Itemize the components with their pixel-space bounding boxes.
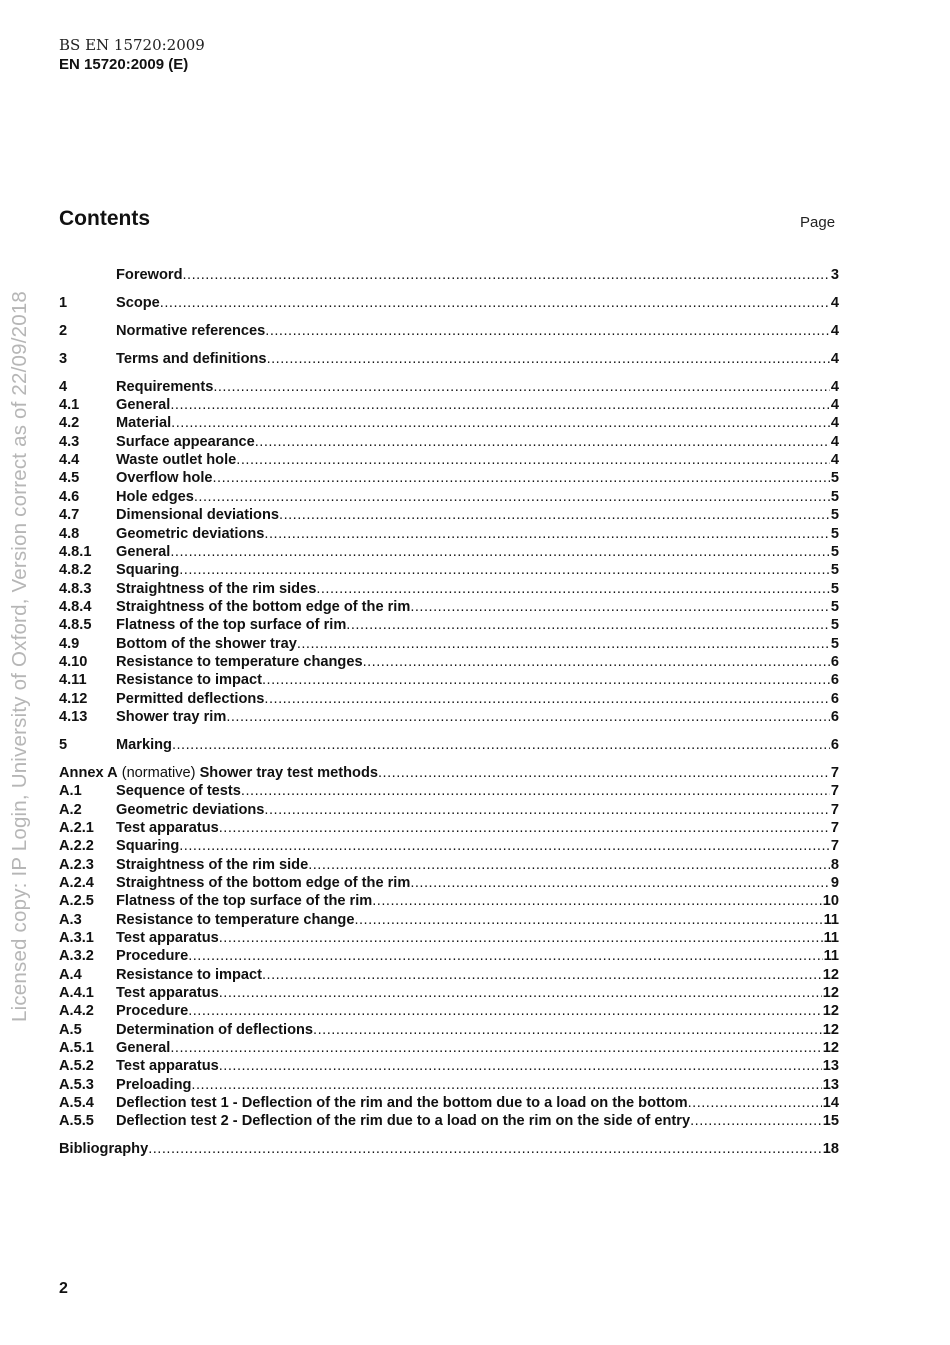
toc-title: Test apparatus bbox=[116, 984, 219, 1001]
toc-row[interactable] bbox=[59, 350, 839, 368]
toc-page: 12 bbox=[822, 1021, 839, 1038]
toc-row[interactable] bbox=[59, 616, 839, 634]
toc-title bbox=[59, 764, 378, 782]
toc-number: 4.8.4 bbox=[59, 598, 92, 615]
toc-row[interactable] bbox=[59, 1002, 839, 1020]
toc-leader bbox=[688, 1094, 822, 1112]
license-watermark: Licensed copy: IP Login, University of Oxford, Version correct as of 22/09/2018 bbox=[8, 290, 31, 1022]
toc-number: A.1 bbox=[59, 783, 82, 800]
toc-leader bbox=[171, 414, 830, 432]
toc-row[interactable] bbox=[59, 801, 839, 819]
toc-number: 4.8.2 bbox=[59, 562, 92, 579]
toc-row[interactable] bbox=[59, 451, 839, 469]
toc-row[interactable] bbox=[59, 690, 839, 708]
toc-number: A.2.1 bbox=[59, 819, 94, 836]
toc-number: A.4.1 bbox=[59, 984, 94, 1001]
toc-page: 8 bbox=[830, 856, 839, 873]
toc-title: Squaring bbox=[116, 838, 180, 855]
toc-row[interactable] bbox=[59, 984, 839, 1002]
footer-page-number: 2 bbox=[59, 1280, 68, 1297]
toc-number: A.5.4 bbox=[59, 1095, 94, 1111]
toc-page: 5 bbox=[830, 598, 839, 615]
toc-number: A.4 bbox=[59, 966, 82, 983]
toc-row[interactable] bbox=[59, 929, 839, 947]
toc-title: Normative references bbox=[116, 322, 266, 339]
toc-row[interactable] bbox=[59, 378, 839, 396]
toc-page: 11 bbox=[823, 929, 839, 946]
toc-title: Flatness of the top surface of rim bbox=[116, 617, 347, 634]
toc-title: Scope bbox=[116, 294, 160, 311]
toc-leader bbox=[262, 671, 830, 689]
toc-row[interactable] bbox=[59, 819, 839, 837]
toc-page: 18 bbox=[822, 1141, 839, 1158]
contents-title: Contents bbox=[59, 207, 150, 230]
toc-page: 5 bbox=[830, 580, 839, 597]
toc-page: 5 bbox=[830, 488, 839, 505]
toc-row[interactable] bbox=[59, 396, 839, 414]
toc-leader bbox=[188, 1002, 822, 1020]
toc-leader bbox=[267, 350, 830, 368]
toc-title: Marking bbox=[116, 736, 172, 753]
toc-row[interactable] bbox=[59, 506, 839, 524]
toc-leader bbox=[213, 378, 830, 396]
toc-row[interactable] bbox=[59, 947, 839, 965]
toc-row[interactable] bbox=[59, 782, 839, 800]
toc-row[interactable] bbox=[59, 525, 839, 543]
toc-row[interactable] bbox=[59, 488, 839, 506]
toc-leader bbox=[410, 598, 830, 616]
toc-leader bbox=[160, 294, 830, 312]
toc-number: A.3.2 bbox=[59, 948, 94, 965]
toc-leader bbox=[219, 929, 823, 947]
toc-title: Resistance to temperature changes bbox=[116, 653, 363, 670]
toc-title: Determination of deflections bbox=[116, 1021, 314, 1038]
toc-page: 12 bbox=[822, 1039, 839, 1056]
toc-leader bbox=[363, 653, 830, 671]
toc-leader bbox=[346, 616, 830, 634]
toc-number: A.5.1 bbox=[59, 1039, 94, 1056]
toc-leader bbox=[279, 506, 830, 524]
toc-page: 7 bbox=[830, 819, 839, 836]
toc-leader bbox=[236, 451, 830, 469]
toc-leader bbox=[241, 782, 830, 800]
toc-row[interactable] bbox=[59, 266, 839, 284]
toc-leader bbox=[182, 266, 829, 284]
toc-number: 4 bbox=[59, 378, 68, 395]
toc-row-annex[interactable] bbox=[59, 764, 839, 782]
toc-title: Straightness of the rim sides bbox=[116, 580, 317, 597]
toc-number: 4.6 bbox=[59, 488, 80, 505]
toc-number: 4.12 bbox=[59, 690, 88, 707]
toc-title: Waste outlet hole bbox=[116, 452, 237, 469]
toc-title: General bbox=[116, 543, 171, 560]
toc-leader bbox=[313, 1021, 822, 1039]
toc-leader bbox=[172, 736, 830, 754]
toc-row[interactable] bbox=[59, 580, 839, 598]
toc-number: A.5.2 bbox=[59, 1058, 94, 1075]
toc-page: 9 bbox=[830, 874, 839, 891]
toc-row[interactable] bbox=[59, 1039, 839, 1057]
toc-number: 4.8 bbox=[59, 525, 80, 542]
toc-page: 4 bbox=[830, 378, 839, 395]
toc-page: 6 bbox=[830, 653, 839, 670]
toc-number: A.2.3 bbox=[59, 856, 94, 873]
toc-page: 6 bbox=[830, 736, 839, 753]
toc-row[interactable] bbox=[59, 1021, 839, 1039]
toc-title: Material bbox=[116, 415, 172, 432]
toc-leader bbox=[170, 543, 830, 561]
toc-leader bbox=[255, 433, 830, 451]
toc-page: 3 bbox=[830, 267, 839, 283]
toc-row[interactable] bbox=[59, 874, 839, 892]
toc-title: Deflection test 1 - Deflection of the rim and the bottom due to a load on the bottom bbox=[116, 1095, 688, 1111]
toc-title: General bbox=[116, 397, 171, 414]
toc-row[interactable] bbox=[59, 1094, 839, 1112]
toc-page: 4 bbox=[830, 294, 839, 311]
toc-page: 7 bbox=[830, 764, 839, 781]
toc-leader bbox=[378, 764, 830, 782]
toc-row[interactable] bbox=[59, 543, 839, 561]
toc-number: 4.8.3 bbox=[59, 580, 92, 597]
toc-number: A.3 bbox=[59, 911, 82, 928]
toc-number: 1 bbox=[59, 294, 68, 311]
toc-number: 4.9 bbox=[59, 635, 80, 652]
toc-row[interactable] bbox=[59, 635, 839, 653]
toc-title: Preloading bbox=[116, 1076, 192, 1093]
toc-number: 4.4 bbox=[59, 452, 80, 469]
toc-title: Bibliography bbox=[59, 1141, 149, 1158]
toc-row[interactable] bbox=[59, 414, 839, 432]
toc-row[interactable] bbox=[59, 294, 839, 312]
toc-row[interactable] bbox=[59, 671, 839, 689]
toc-row[interactable] bbox=[59, 736, 839, 754]
toc-page: 10 bbox=[822, 893, 839, 910]
toc-page: 5 bbox=[830, 525, 839, 542]
toc-leader bbox=[170, 1039, 821, 1057]
toc-page: 5 bbox=[830, 617, 839, 634]
toc-number: A.5.3 bbox=[59, 1076, 94, 1093]
toc-number: A.4.2 bbox=[59, 1003, 94, 1020]
toc-page: 4 bbox=[830, 397, 839, 414]
toc-number: A.2 bbox=[59, 801, 82, 818]
toc-leader bbox=[297, 635, 830, 653]
page-column-label: Page bbox=[800, 214, 836, 231]
toc-row[interactable] bbox=[59, 966, 839, 984]
toc-page: 15 bbox=[822, 1113, 839, 1130]
toc-page: 13 bbox=[822, 1058, 839, 1075]
toc-number: 4.2 bbox=[59, 415, 80, 432]
toc-page: 4 bbox=[830, 415, 839, 432]
toc-title: Procedure bbox=[116, 1003, 189, 1020]
toc-title: Permitted deflections bbox=[116, 690, 265, 707]
toc-row[interactable] bbox=[59, 561, 839, 579]
toc-number: 4.7 bbox=[59, 507, 80, 524]
toc-row[interactable] bbox=[59, 1057, 839, 1075]
toc-number: 4.8.5 bbox=[59, 617, 92, 634]
toc-title: General bbox=[116, 1039, 171, 1056]
toc-title: Geometric deviations bbox=[116, 801, 265, 818]
toc-title: Overflow hole bbox=[116, 470, 213, 487]
toc-page: 5 bbox=[830, 507, 839, 524]
annex-type: (normative) bbox=[117, 764, 200, 781]
toc-row[interactable] bbox=[59, 653, 839, 671]
toc-number: 4.10 bbox=[59, 653, 88, 670]
toc-title: Straightness of the rim side bbox=[116, 856, 309, 873]
toc-number: 4.3 bbox=[59, 433, 80, 450]
toc-title: Surface appearance bbox=[116, 433, 255, 450]
toc-leader bbox=[690, 1112, 822, 1130]
toc-leader bbox=[170, 396, 830, 414]
toc-page: 5 bbox=[830, 562, 839, 579]
table-of-contents bbox=[59, 266, 839, 1159]
toc-title: Test apparatus bbox=[116, 819, 219, 836]
toc-leader bbox=[316, 580, 830, 598]
toc-number: 4.11 bbox=[59, 672, 87, 689]
toc-number: 3 bbox=[59, 350, 68, 367]
toc-leader bbox=[265, 322, 830, 340]
toc-title: Resistance to impact bbox=[116, 966, 262, 983]
toc-page: 4 bbox=[830, 452, 839, 469]
toc-title: Requirements bbox=[116, 378, 214, 395]
toc-leader bbox=[213, 469, 830, 487]
toc-page: 4 bbox=[830, 350, 839, 367]
toc-page: 5 bbox=[830, 470, 839, 487]
toc-leader bbox=[226, 708, 830, 726]
toc-number: 2 bbox=[59, 322, 68, 339]
toc-page: 12 bbox=[822, 984, 839, 1001]
toc-page: 4 bbox=[830, 433, 839, 450]
toc-title: Resistance to temperature change bbox=[116, 911, 355, 928]
toc-title: Shower tray rim bbox=[116, 708, 227, 725]
toc-page: 7 bbox=[830, 801, 839, 818]
toc-page: 5 bbox=[830, 635, 839, 652]
toc-leader bbox=[262, 966, 822, 984]
toc-leader bbox=[179, 837, 830, 855]
toc-row[interactable] bbox=[59, 708, 839, 726]
toc-title: Straightness of the bottom edge of the rim bbox=[116, 874, 411, 891]
header-standard-en: EN 15720:2009 (E) bbox=[59, 56, 189, 73]
toc-page: 12 bbox=[822, 966, 839, 983]
toc-row[interactable] bbox=[59, 837, 839, 855]
toc-leader bbox=[264, 690, 829, 708]
toc-row[interactable] bbox=[59, 1112, 839, 1130]
toc-number: A.2.2 bbox=[59, 838, 94, 855]
toc-title: Terms and definitions bbox=[116, 350, 267, 367]
toc-number: 5 bbox=[59, 736, 68, 753]
toc-title: Procedure bbox=[116, 948, 189, 965]
annex-label: Annex A bbox=[59, 764, 118, 781]
toc-number: A.3.1 bbox=[59, 929, 94, 946]
toc-row[interactable] bbox=[59, 1076, 839, 1094]
toc-title: Sequence of tests bbox=[116, 783, 241, 800]
toc-leader bbox=[148, 1140, 822, 1158]
toc-title: Flatness of the top surface of the rim bbox=[116, 893, 373, 910]
toc-number: 4.5 bbox=[59, 470, 80, 487]
toc-page: 11 bbox=[823, 911, 839, 928]
toc-row[interactable] bbox=[59, 1140, 839, 1158]
toc-leader bbox=[191, 1076, 821, 1094]
toc-leader bbox=[264, 801, 829, 819]
toc-leader bbox=[219, 819, 830, 837]
toc-row[interactable] bbox=[59, 322, 839, 340]
toc-leader bbox=[410, 874, 830, 892]
toc-title: Foreword bbox=[116, 267, 183, 283]
toc-row[interactable] bbox=[59, 892, 839, 910]
header-standard-bs: BS EN 15720:2009 bbox=[59, 36, 205, 54]
toc-number: 4.8.1 bbox=[59, 543, 92, 560]
toc-row[interactable] bbox=[59, 911, 839, 929]
toc-leader bbox=[219, 1057, 822, 1075]
toc-page: 11 bbox=[823, 948, 839, 965]
toc-leader bbox=[179, 561, 830, 579]
toc-title: Dimensional deviations bbox=[116, 507, 280, 524]
toc-leader bbox=[219, 984, 822, 1002]
toc-title: Straightness of the bottom edge of the rim bbox=[116, 598, 411, 615]
toc-row[interactable] bbox=[59, 856, 839, 874]
toc-title: Test apparatus bbox=[116, 929, 219, 946]
toc-page: 6 bbox=[830, 690, 839, 707]
toc-leader bbox=[354, 911, 822, 929]
toc-page: 7 bbox=[830, 783, 839, 800]
toc-page: 14 bbox=[822, 1095, 839, 1111]
toc-row[interactable] bbox=[59, 598, 839, 616]
toc-number: 4.13 bbox=[59, 708, 88, 725]
toc-number: A.2.5 bbox=[59, 893, 94, 910]
toc-title: Squaring bbox=[116, 562, 180, 579]
toc-title: Resistance to impact bbox=[116, 672, 262, 689]
toc-title: Bottom of the shower tray bbox=[116, 635, 297, 652]
toc-page: 6 bbox=[830, 672, 839, 689]
toc-page: 5 bbox=[830, 543, 839, 560]
toc-leader bbox=[264, 525, 829, 543]
toc-leader bbox=[308, 856, 830, 874]
toc-title: Test apparatus bbox=[116, 1058, 219, 1075]
toc-page: 13 bbox=[822, 1076, 839, 1093]
toc-leader bbox=[188, 947, 822, 965]
toc-page: 6 bbox=[830, 708, 839, 725]
toc-number: A.5 bbox=[59, 1021, 82, 1038]
toc-page: 7 bbox=[830, 838, 839, 855]
toc-leader bbox=[194, 488, 830, 506]
toc-title: Geometric deviations bbox=[116, 525, 265, 542]
toc-row[interactable] bbox=[59, 433, 839, 451]
toc-page: 12 bbox=[822, 1003, 839, 1020]
toc-row[interactable] bbox=[59, 469, 839, 487]
toc-title: Hole edges bbox=[116, 488, 194, 505]
toc-number: A.2.4 bbox=[59, 874, 94, 891]
toc-number: A.5.5 bbox=[59, 1113, 94, 1130]
toc-number: 4.1 bbox=[59, 397, 80, 414]
toc-leader bbox=[372, 892, 822, 910]
toc-title: Deflection test 2 - Deflection of the rim due to a load on the rim on the side of entry bbox=[116, 1113, 691, 1130]
toc-page: 4 bbox=[830, 322, 839, 339]
annex-title: Shower tray test methods bbox=[199, 764, 378, 781]
